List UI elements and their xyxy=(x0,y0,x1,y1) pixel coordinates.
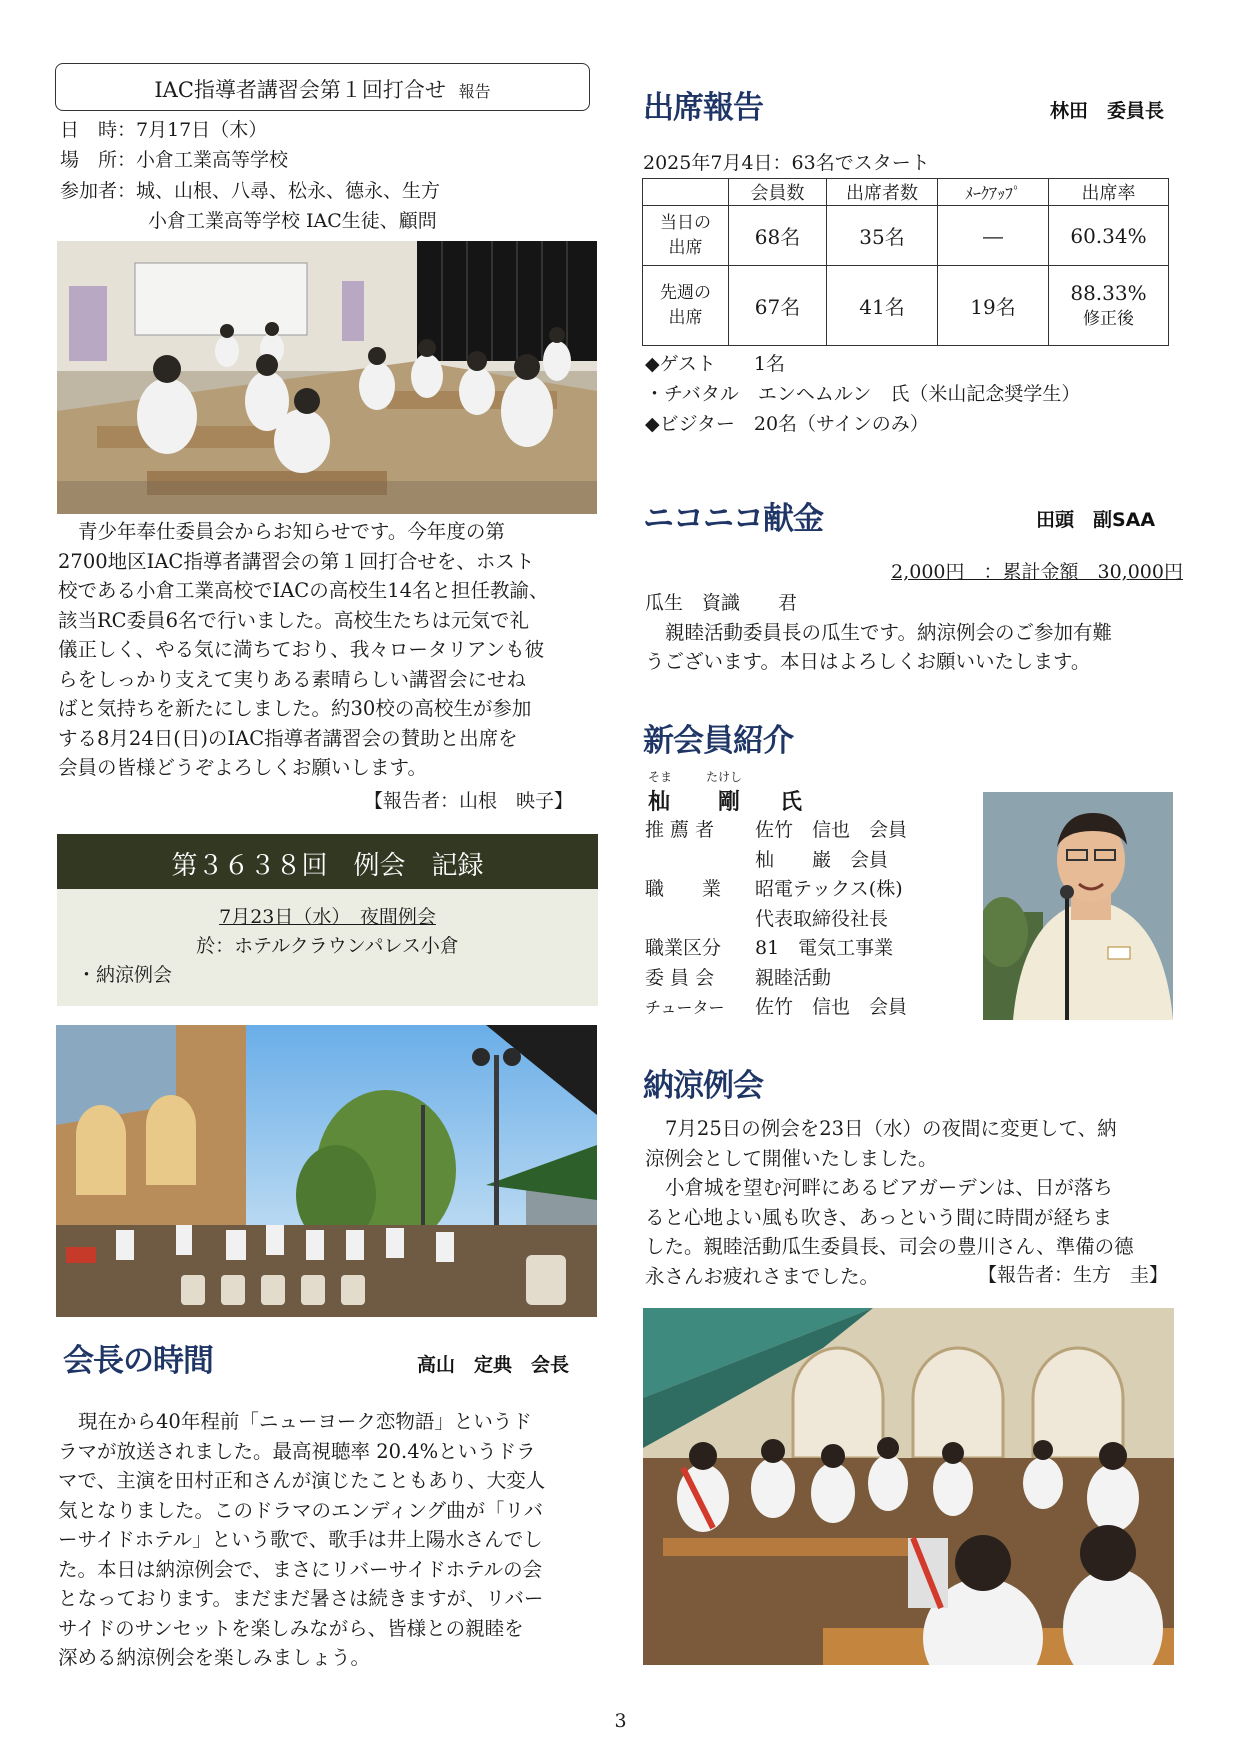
info-row xyxy=(645,934,945,964)
guest-line: ◆ゲスト 1名 xyxy=(645,353,785,375)
iac-body-line: する8月24日(日)のIAC指導者講習会の賛助と出席を xyxy=(58,726,518,750)
iac-reporter: 【報告者：山根 映子】 xyxy=(364,790,574,812)
meeting-venue: 於：ホテルクラウンパレス小倉 xyxy=(196,935,459,957)
iac-body-line: 会員の皆様どうぞよろしくお願いします。 xyxy=(58,756,427,779)
info-value: 昭電テックス(株) xyxy=(755,878,903,900)
president-body-line: ーサイドホテル」という歌で、歌手は井上陽水さんでし xyxy=(58,1528,543,1551)
table-header-cell: 出席率 xyxy=(1049,179,1169,206)
noryo-body-line: ると心地よい風も吹き、あっという間に時間が経ちま xyxy=(645,1205,1113,1229)
member-name-mei: 剛 xyxy=(718,789,741,815)
table-header-cell: ﾒｰｸｱｯﾌﾟ xyxy=(938,179,1049,206)
row-label-line: 出席 xyxy=(668,237,703,258)
president-body-line: 現在から40年程前「ニューヨーク恋物語」というド xyxy=(78,1410,532,1433)
iac-attendees-2: 小倉工業高等学校 IAC生徒、顧問 xyxy=(148,210,437,232)
president-byline: 高山 定典 会長 xyxy=(417,1354,570,1376)
nikoniko-name: 瓜生 資識 君 xyxy=(645,592,798,614)
noryo-body-line: 小倉城を望む河畔にあるビアガーデンは、日が落ち xyxy=(665,1176,1113,1199)
info-row xyxy=(645,905,945,935)
president-body xyxy=(58,1407,598,1673)
nikoniko-message: 親睦活動委員長の瓜生です。納涼例会のご参加有難 xyxy=(665,621,1112,644)
iac-meeting-photo xyxy=(57,241,597,514)
meeting-info-box xyxy=(57,889,598,1006)
iac-title-suffix: 報告 xyxy=(458,82,491,101)
member-info xyxy=(645,816,945,1023)
meeting-item: ・納涼例会 xyxy=(77,964,173,986)
row-label-line: 当日の xyxy=(660,212,711,233)
table-row xyxy=(643,206,1169,266)
noryo-party-photo xyxy=(643,1308,1174,1665)
members-cell: 68名 xyxy=(729,206,827,266)
guest-detail: ・チバタル エンヘムルン 氏（米山記念奨学生） xyxy=(645,383,1081,405)
rate-value: 88.33% xyxy=(1070,280,1147,305)
noryo-body-line: 永さんお疲れさまでした。 xyxy=(645,1264,880,1288)
iac-title: IAC指導者講習会第１回打合せ xyxy=(154,78,446,102)
president-body-line: となっております。まだまだ暑さは続きますが、リバー xyxy=(58,1587,544,1610)
row-label-line: 出席 xyxy=(668,307,703,328)
iac-body-line: 儀正しく、やる気に満ちており、我々ロータリアンも彼 xyxy=(58,638,545,661)
noryo-body-line: 7月25日の例会を23日（水）の夜間に変更して、納 xyxy=(665,1117,1117,1140)
name-ruby-sei: そま xyxy=(648,770,673,784)
iac-place: 場 所：小倉工業高等学校 xyxy=(60,149,289,171)
table-header-cell xyxy=(643,179,729,206)
makeup-cell: 19名 xyxy=(938,266,1049,346)
iac-body-line: 校である小倉工業高校でIACの高校生14名と担任教諭、 xyxy=(58,579,549,602)
info-label: チューター xyxy=(645,998,725,1017)
beer-garden-photo xyxy=(56,1025,597,1317)
row-label-line: 先週の xyxy=(660,282,711,303)
info-row xyxy=(645,993,945,1023)
info-label: 職業区分 xyxy=(645,937,722,959)
makeup-cell: ― xyxy=(938,206,1049,266)
president-body-line: サイドのサンセットを楽しみながら、皆様との親睦を xyxy=(58,1616,524,1640)
info-label: 推 薦 者 xyxy=(645,819,715,841)
info-label: 職 業 xyxy=(645,878,722,900)
nikoniko-message-2: うございます。本日はよろしくお願いいたします。 xyxy=(645,650,1091,673)
rate-note: 修正後 xyxy=(1083,308,1134,329)
members-cell: 67名 xyxy=(729,266,827,346)
iac-title-box xyxy=(55,63,590,111)
nikoniko-amount: 2,000円 ：累計金額 30,000円 xyxy=(891,561,1183,583)
attendance-start: 2025年7月4日：63名でスタート xyxy=(643,152,930,174)
meeting-banner xyxy=(57,834,598,889)
iac-body xyxy=(58,517,598,783)
info-label: 委 員 会 xyxy=(645,966,715,989)
meeting-date: 7月23日（水） 夜間例会 xyxy=(219,906,436,928)
member-name-sei: 杣 xyxy=(648,789,671,815)
row-label xyxy=(643,206,729,266)
iac-body-line: 該当RC委員6名で行いました。高校生たちは元気で礼 xyxy=(58,608,530,632)
info-row xyxy=(645,846,945,876)
iac-date: 日 時：7月17日（木） xyxy=(60,119,268,141)
table-header-cell: 会員数 xyxy=(729,179,827,206)
iac-body-line: 青少年奉仕委員会からお知らせです。今年度の第 xyxy=(78,520,505,543)
member-honorific: 氏 xyxy=(780,789,803,815)
president-body-line: マで、主演を田村正和さんが演じたこともあり、大変人 xyxy=(58,1469,546,1492)
president-body-line: 深める納涼例会を楽しみましょう。 xyxy=(58,1646,371,1669)
name-ruby-mei: たけし xyxy=(706,770,743,784)
attendance-table xyxy=(642,178,1169,346)
noryo-body-line: した。親睦活動瓜生委員長、司会の豊川さん、準備の德 xyxy=(645,1235,1134,1258)
noryo-reporter: 【報告者：生方 圭】 xyxy=(978,1264,1169,1286)
present-cell: 35名 xyxy=(827,206,938,266)
visitor-line: ◆ビジター 20名（サインのみ） xyxy=(645,413,929,435)
nikoniko-heading: ニコニコ献金 xyxy=(643,501,823,537)
rate-cell xyxy=(1049,266,1169,346)
table-row xyxy=(643,266,1169,346)
attendance-heading: 出席報告 xyxy=(643,90,763,126)
row-label xyxy=(643,266,729,346)
iac-body-line: らをしっかり支えて実りある素晴らしい講習会にせね xyxy=(58,667,527,691)
info-value: 佐竹 信也 会員 xyxy=(755,996,908,1018)
nikoniko-byline: 田頭 副SAA xyxy=(1036,509,1156,531)
meeting-title: 第３６３８回 例会 記録 xyxy=(171,851,484,881)
new-member-heading: 新会員紹介 xyxy=(643,723,793,759)
iac-attendees: 参加者：城、山根、八尋、松永、德永、生方 xyxy=(60,180,441,202)
info-value: 代表取締役社長 xyxy=(755,907,889,930)
attendance-byline: 林田 委員長 xyxy=(1050,100,1165,122)
president-body-line: ラマが放送されました。最高視聴率 20.4%というドラ xyxy=(58,1439,536,1463)
info-row xyxy=(645,964,945,994)
info-value: 杣 巌 会員 xyxy=(755,848,889,871)
present-cell: 41名 xyxy=(827,266,938,346)
noryo-heading: 納涼例会 xyxy=(643,1068,763,1104)
president-heading: 会長の時間 xyxy=(63,1343,213,1379)
noryo-body-line: 涼例会として開催いたしました。 xyxy=(645,1146,938,1170)
info-row xyxy=(645,816,945,846)
president-body-line: た。本日は納涼例会で、まさにリバーサイドホテルの会 xyxy=(58,1557,543,1581)
new-member-portrait xyxy=(983,792,1173,1020)
president-body-line: 気となりました。このドラマのエンディング曲が「リバ xyxy=(58,1498,543,1522)
info-value: 佐竹 信也 会員 xyxy=(755,819,908,841)
iac-body-line: ばと気持ちを新たにしました。約30校の高校生が参加 xyxy=(58,697,532,720)
info-row xyxy=(645,875,945,905)
info-value: 81 電気工事業 xyxy=(755,937,894,959)
page-number: 3 xyxy=(614,1710,627,1732)
rate-cell: 60.34% xyxy=(1049,206,1169,266)
table-header-cell: 出席者数 xyxy=(827,179,938,206)
info-value: 親睦活動 xyxy=(755,966,832,989)
iac-body-line: 2700地区IAC指導者講習会の第１回打合せを、ホスト xyxy=(58,549,535,573)
